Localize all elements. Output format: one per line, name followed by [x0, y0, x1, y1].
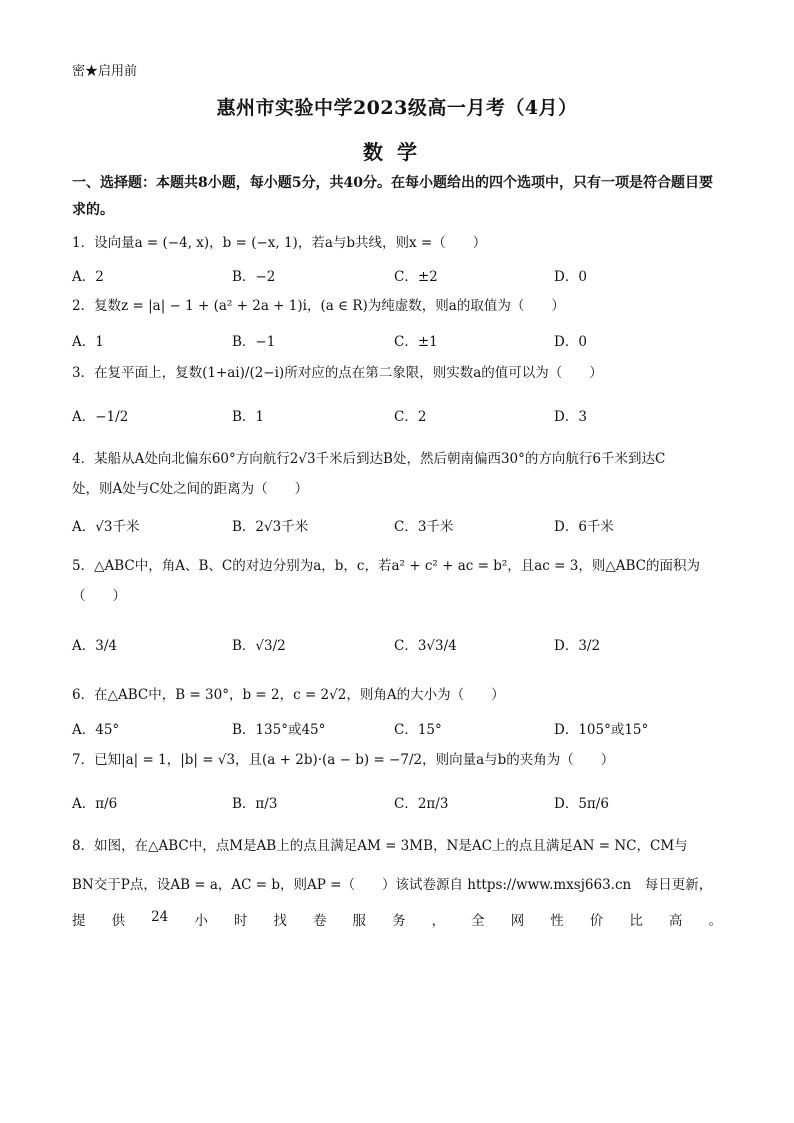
option-a: A．1 [72, 334, 104, 350]
option-d: D．3/2 [554, 638, 601, 654]
question-2-stem: 2．复数z = |a| − 1 + (a² + 2a + 1)i，(a ∈ R)为纯虚数，则a的取值为（ ） [72, 298, 565, 314]
option-a: A．3/4 [72, 638, 117, 654]
option-d: D．5π/6 [554, 796, 609, 812]
option-a: A．2 [72, 269, 104, 285]
footer-char: 全 [471, 913, 485, 929]
question-3-options [72, 405, 722, 425]
question-6-stem: 6．在△ABC中，B = 30°，b = 2，c = 2√2，则角A的大小为（ ） [72, 687, 505, 703]
option-d: D．3 [554, 409, 587, 425]
question-8-stem-line2: BN交于P点，设AB = a，AC = b，则AP =（ ）该试卷源自 https://www.mxsj663.cn 每日更新， [72, 877, 713, 893]
footer-char: 找 [273, 913, 287, 929]
question-2-options [72, 330, 722, 350]
footer-char: 务 [392, 913, 406, 929]
question-5-stem-line2: （ ） [72, 588, 126, 604]
footer-char: 小 [194, 913, 208, 929]
section-intro: 一、选择题：本题共8小题，每小题5分，共40分。在每小题给出的四个选项中，只有一项是符合题目要求的。 [72, 175, 713, 218]
footer-char: 高 [668, 913, 683, 929]
footer-char: 性 [550, 913, 564, 929]
option-a: A．√3千米 [72, 519, 140, 535]
secret-mark: 密★启用前 [72, 64, 138, 79]
question-1-stem: 1．设向量a = (−4, x)，b = (−x, 1)，若a与b共线，则x =（ ） [72, 235, 487, 251]
footer-char: ， [431, 913, 446, 929]
option-d: D．6千米 [554, 519, 614, 535]
option-c: C．3千米 [394, 519, 454, 535]
footer-char: 24 [151, 909, 169, 925]
option-b: B．√3/2 [232, 638, 286, 654]
option-a: A．−1/2 [72, 409, 129, 425]
footer-char: 比 [629, 913, 643, 929]
question-7-stem: 7．已知|a| = 1，|b| = √3，且(a + 2b)·(a − b) = −7/2，则向量a与b的夹角为（ ） [72, 752, 615, 768]
option-b: B．135°或45° [232, 722, 326, 738]
question-4-stem-line2: 处，则A处与C处之间的距离为（ ） [72, 481, 309, 497]
question-5-stem-line1: 5．△ABC中，角A、B、C的对边分别为a，b，c，若a² + c² + ac = b²，且ac = 3，则△ABC的面积为 [72, 558, 700, 574]
footer-char: 卷 [312, 913, 327, 929]
question-6-options [72, 718, 722, 738]
question-3-stem: 3．在复平面上，复数(1+ai)/(2−i)所对应的点在第二象限，则实数a的值可以为（ ） [72, 365, 603, 381]
footer-char: 。 [708, 913, 722, 929]
exam-title: 惠州市实验中学2023级高一月考（4月） [216, 97, 578, 119]
subject-title: 数学 [363, 140, 431, 164]
option-d: D．105°或15° [554, 722, 649, 738]
option-d: D．0 [554, 334, 587, 350]
option-b: B．π/3 [232, 796, 278, 812]
option-b: B．1 [232, 409, 265, 425]
question-5-options [72, 634, 722, 654]
option-b: B．2√3千米 [232, 519, 309, 535]
option-c: C．2π/3 [394, 796, 449, 812]
option-d: D．0 [554, 269, 587, 285]
question-4-options [72, 515, 722, 535]
footer-char: 网 [510, 913, 525, 929]
option-b: B．−2 [232, 269, 276, 285]
option-c: C．2 [394, 409, 427, 425]
question-1-options [72, 265, 722, 285]
footer-char: 提 [72, 913, 86, 929]
question-8-stem-line1: 8．如图，在△ABC中，点M是AB上的点且满足AM = 3MB，N是AC上的点且满足AN = NC，CM与 [72, 838, 688, 854]
option-c: C．±1 [394, 334, 438, 350]
option-a: A．45° [72, 722, 120, 738]
option-c: C．15° [394, 722, 442, 738]
footer-char: 价 [589, 913, 604, 929]
option-a: A．π/6 [72, 796, 118, 812]
option-c: C．3√3/4 [394, 638, 457, 654]
question-8-footer-line [72, 909, 722, 929]
footer-char: 服 [352, 913, 367, 929]
option-c: C．±2 [394, 269, 438, 285]
footer-char: 时 [233, 913, 248, 929]
question-4-stem-line1: 4．某船从A处向北偏东60°方向航行2√3千米后到达B处，然后朝南偏西30°的方向航行6千米到达C [72, 451, 666, 467]
footer-char: 供 [111, 913, 126, 929]
option-b: B．−1 [232, 334, 276, 350]
question-7-options [72, 792, 722, 812]
